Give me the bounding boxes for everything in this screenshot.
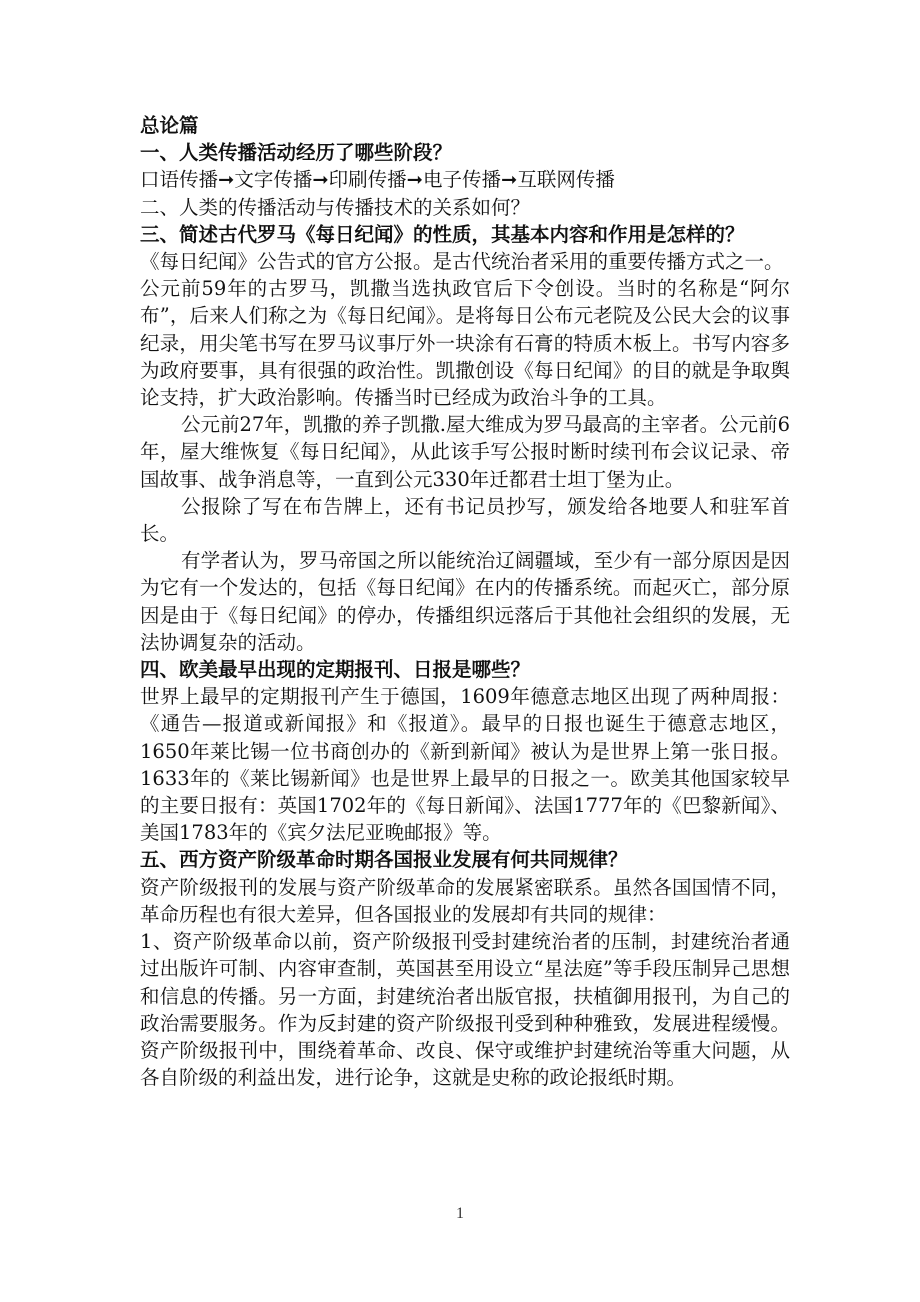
answer-3-paragraph: 公报除了写在布告牌上，还有书记员抄写，颁发给各地要人和驻军首长。 [140, 494, 790, 546]
question-4-heading: 四、欧美最早出现的定期报刊、日报是哪些？ [140, 658, 531, 682]
answer-3-paragraph: 《每日纪闻》公告式的官方公报。是古代统治者采用的重要传播方式之一。 [140, 250, 784, 274]
page-number: 1 [456, 1205, 464, 1222]
question-2-heading: 二、人类的传播活动与传播技术的关系如何？ [140, 195, 531, 219]
document-body [140, 112, 790, 1091]
answer-1-text: 口语传播➞文字传播➞印刷传播➞电子传播➞互联网传播 [140, 168, 615, 192]
question-5-heading: 五、西方资产阶级革命时期各国报业发展有何共同规律？ [140, 848, 628, 872]
question-3-heading: 三、简述古代罗马《每日纪闻》的性质，其基本内容和作用是怎样的？ [140, 222, 745, 246]
answer-3-paragraph: 公元前27年，凯撒的养子凯撒.屋大维成为罗马最高的主宰者。公元前6年，屋大维恢复《每日纪闻》，从此该手写公报时断时续刊布会议记录、帝国故事、战争消息等，一直到公元330年迁都君士坦丁堡为止。 [140, 413, 790, 491]
answer-5-paragraph: 1、资产阶级革命以前，资产阶级报刊受封建统治者的压制，封建统治者通过出版许可制、内容审查制，英国甚至用设立“星法庭”等手段压制异己思想和信息的传播。另一方面，封建统治者出版官报，扶植御用报刊，为自己的政治需要服务。作为反封建的资产阶级报刊受到种种雅致，发展进程缓慢。资产阶级报刊中，围绕着革命、改良、保守或维护封建统治等重大问题，从各自阶级的利益出发，进行论争，这就是史称的政论报纸时期。 [140, 930, 790, 1090]
answer-5-paragraph: 资产阶级报刊的发展与资产阶级革命的发展紧密联系。虽然各国国情不同，革命历程也有很大差异，但各国报业的发展却有共同的规律： [140, 875, 790, 926]
answer-3-paragraph: 有学者认为，罗马帝国之所以能统治辽阔疆域，至少有一部分原因是因为它有一个发达的，包括《每日纪闻》在内的传播系统。而起灭亡，部分原因是由于《每日纪闻》的停办，传播组织远落后于其他社会组织的发展，无法协调复杂的活动。 [140, 549, 790, 654]
answer-3-paragraph: 公元前59年的古罗马，凯撒当选执政官后下令创设。当时的名称是“阿尔布”，后来人们称之为《每日纪闻》。是将每日公布元老院及公民大会的议事纪录，用尖笔书写在罗马议事厅外一块涂有石膏的特质木板上。书写内容多为政府要事，具有很强的政治性。凯撒创设《每日纪闻》的目的就是争取舆论支持，扩大政治影响。传播当时已经成为政治斗争的工具。 [140, 277, 790, 410]
section-title: 总论篇 [140, 114, 199, 137]
answer-4-text: 世界上最早的定期报刊产生于德国，1609年德意志地区出现了两种周报：《通告—报道或新闻报》和《报道》。最早的日报也诞生于德意志地区，1650年莱比锡一位书商创办的《新到新闻》被认为是世界上第一张日报。1633年的《莱比锡新闻》也是世界上最早的日报之一。欧美其他国家较早的主要日报有：英国1702年的《每日新闻》、法国1777年的《巴黎新闻》、美国1783年的《宾夕法尼亚晚邮报》等。 [140, 685, 790, 845]
question-1-heading: 一、人类传播活动经历了哪些阶段？ [140, 141, 453, 165]
